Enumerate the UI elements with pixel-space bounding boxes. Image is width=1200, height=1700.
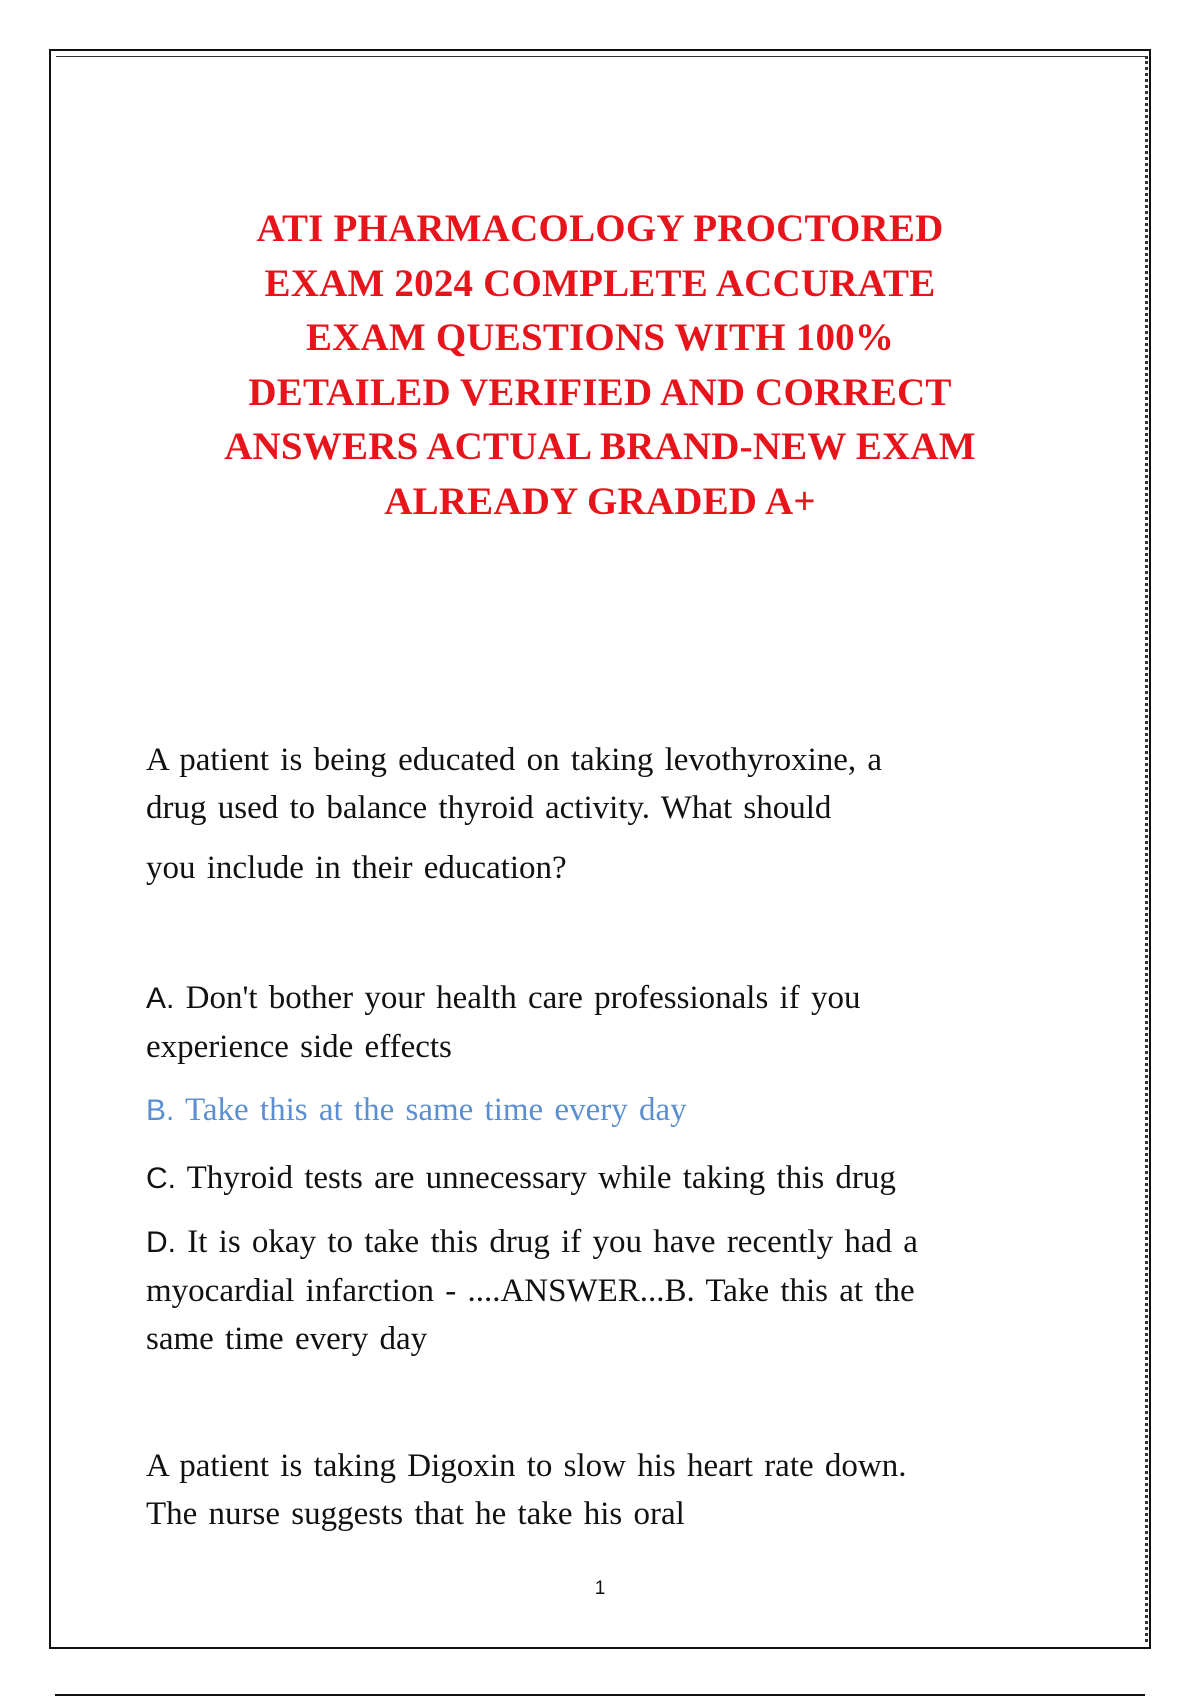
title-line: DETAILED VERIFIED AND CORRECT — [248, 370, 952, 414]
option-c — [146, 1154, 1046, 1203]
prompt-line: A patient is taking Digoxin to slow his heart rate down. — [146, 1448, 907, 1484]
option-d-line: same time every day — [146, 1321, 428, 1357]
document-title — [110, 202, 1090, 529]
title-line: ANSWERS ACTUAL BRAND-NEW EXAM — [224, 425, 976, 468]
option-c-text: Thyroid tests are unnecessary while taking this drug — [176, 1160, 896, 1196]
option-d-text: It is okay to take this drug if you have recently had a — [176, 1224, 918, 1260]
option-d — [146, 1218, 1046, 1363]
option-a-line — [146, 974, 1046, 1023]
prompt-line: you include in their education? — [146, 850, 567, 886]
option-a-text: Don't bother your health care professionals if you — [174, 980, 861, 1016]
page-number: 1 — [594, 1578, 606, 1599]
question-1-prompt — [146, 736, 1046, 892]
title-line: ALREADY GRADED A+ — [384, 479, 816, 523]
title-line: EXAM 2024 COMPLETE ACCURATE — [264, 261, 936, 305]
question-2-prompt — [146, 1442, 1046, 1538]
option-b-letter: B. — [146, 1094, 175, 1127]
prompt-line: drug used to balance thyroid activity. What should — [146, 790, 832, 826]
prompt-line: The nurse suggests that he take his oral — [146, 1496, 685, 1532]
option-d-letter: D. — [146, 1226, 176, 1259]
option-a — [146, 974, 1046, 1071]
prompt-line: A patient is being educated on taking levothyroxine, a — [146, 742, 883, 778]
option-c-line — [146, 1154, 1046, 1203]
option-b-line — [146, 1086, 1046, 1135]
option-d-line: myocardial infarction - ....ANSWER...B. Take this at the — [146, 1273, 915, 1309]
option-b — [146, 1086, 1046, 1135]
option-d-line — [146, 1218, 1046, 1267]
option-c-letter: C. — [146, 1162, 176, 1195]
option-a-line: experience side effects — [146, 1029, 452, 1065]
option-b-text: Take this at the same time every day — [174, 1092, 687, 1128]
title-line: ATI PHARMACOLOGY PROCTORED — [256, 207, 944, 250]
next-page-top-border — [55, 1694, 1145, 1696]
title-line: EXAM QUESTIONS WITH 100% — [305, 316, 895, 359]
option-a-letter: A. — [146, 982, 175, 1015]
